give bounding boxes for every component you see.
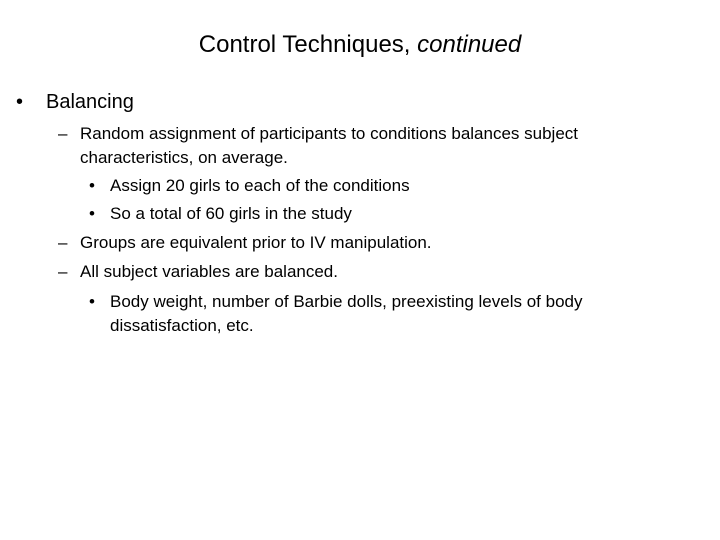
title-italic-text: continued <box>417 31 522 58</box>
subbullet-random-assignment-line1: Random assignment of participants to conditions balances subject <box>80 124 579 143</box>
subsubbullet-body-weight-line1: Body weight, number of Barbie dolls, preexisting levels of body <box>110 292 583 311</box>
subbullet-groups-equivalent: Groups are equivalent prior to IV manipulation. <box>80 233 432 252</box>
bullet-balancing: Balancing <box>46 91 134 113</box>
title-main-text: Control Techniques, <box>198 31 418 58</box>
subbullet-random-assignment-line2: characteristics, on average. <box>80 148 288 167</box>
dash-marker: – <box>58 262 68 281</box>
dash-marker: – <box>58 233 68 252</box>
bullet-marker: • <box>89 176 95 195</box>
dash-marker: – <box>58 124 68 143</box>
subbullet-variables-balanced: All subject variables are balanced. <box>80 262 338 281</box>
bullet-marker: • <box>16 91 24 113</box>
bullet-marker: • <box>89 292 95 311</box>
subsubbullet-total-girls: So a total of 60 girls in the study <box>110 204 352 223</box>
subsubbullet-assign-girls: Assign 20 girls to each of the conditions <box>110 176 410 195</box>
bullet-marker: • <box>89 204 95 223</box>
subsubbullet-body-weight-line2: dissatisfaction, etc. <box>110 316 254 335</box>
